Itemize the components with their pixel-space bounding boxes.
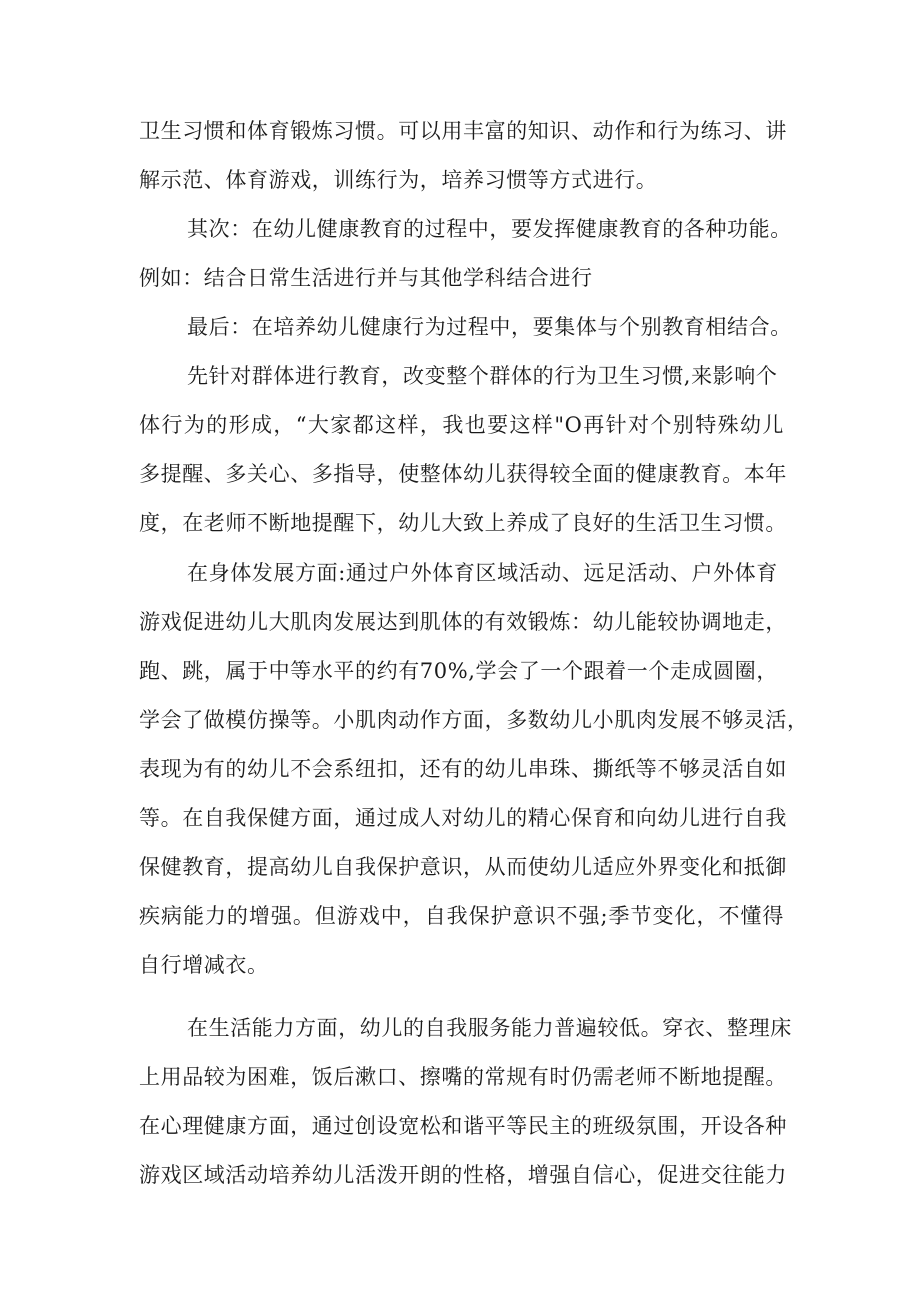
text-line: 解示范、体育游戏，训练行为，培养习惯等方式进行。 [139,168,658,192]
text-line: 游戏区域活动培养幼儿活泼开朗的性格，增强自信心，促进交往能力 [139,1163,787,1187]
text-line: 体行为的形成，“大家都这样，我也要这样"O再针对个别特殊幼儿 [139,413,784,437]
text-line: 等。在自我保健方面，通过成人对幼儿的精心保育和向幼儿进行自我 [139,806,787,830]
text-line: 最后：在培养幼儿健康行为过程中，要集体与个别教育相结合。 [187,315,792,339]
text-line: 自行增减衣。 [139,953,269,977]
text-line: 跑、跳，属于中等水平的约有70%,学会了一个跟着一个走成圆圈， [139,659,778,683]
text-line: 保健教育，提高幼儿自我保护意识，从而使幼儿适应外界变化和抵御 [139,855,787,879]
text-line: 多提醒、多关心、多指导，使整体幼儿获得较全面的健康教育。本年 [139,462,787,486]
text-line: 其次：在幼儿健康教育的过程中，要发挥健康教育的各种功能。 [187,217,792,241]
text-line: 卫生习惯和体育锻炼习惯。可以用丰富的知识、动作和行为练习、讲 [139,119,787,143]
text-line: 上用品较为困难，饭后漱口、擦嘴的常规有时仍需老师不断地提醒。 [139,1065,787,1089]
text-line: 疾病能力的增强。但游戏中，自我保护意识不强;季节变化，不懂得 [139,904,784,928]
text-line: 游戏促进幼儿大肌肉发展达到肌体的有效锻炼：幼儿能较协调地走， [139,610,787,634]
text-line: 在心理健康方面，通过创设宽松和谐平等民主的班级氛围，开设各种 [139,1114,787,1138]
text-line: 表现为有的幼儿不会系纽扣，还有的幼儿串珠、撕纸等不够灵活自如 [139,757,787,781]
text-line: 在生活能力方面，幼儿的自我服务能力普遍较低。穿衣、整理床 [187,1016,792,1040]
text-line: 先针对群体进行教育，改变整个群体的行为卫生习惯,来影响个 [187,364,778,388]
text-line: 学会了做模仿操等。小肌肉动作方面，多数幼儿小肌肉发展不够灵活， [139,708,809,732]
text-line: 度，在老师不断地提醒下，幼儿大致上养成了良好的生活卫生习惯。 [139,511,787,535]
text-line: 在身体发展方面:通过户外体育区域活动、远足活动、户外体育 [187,561,778,585]
text-line: 例如：结合日常生活进行并与其他学科结合进行 [139,266,593,290]
